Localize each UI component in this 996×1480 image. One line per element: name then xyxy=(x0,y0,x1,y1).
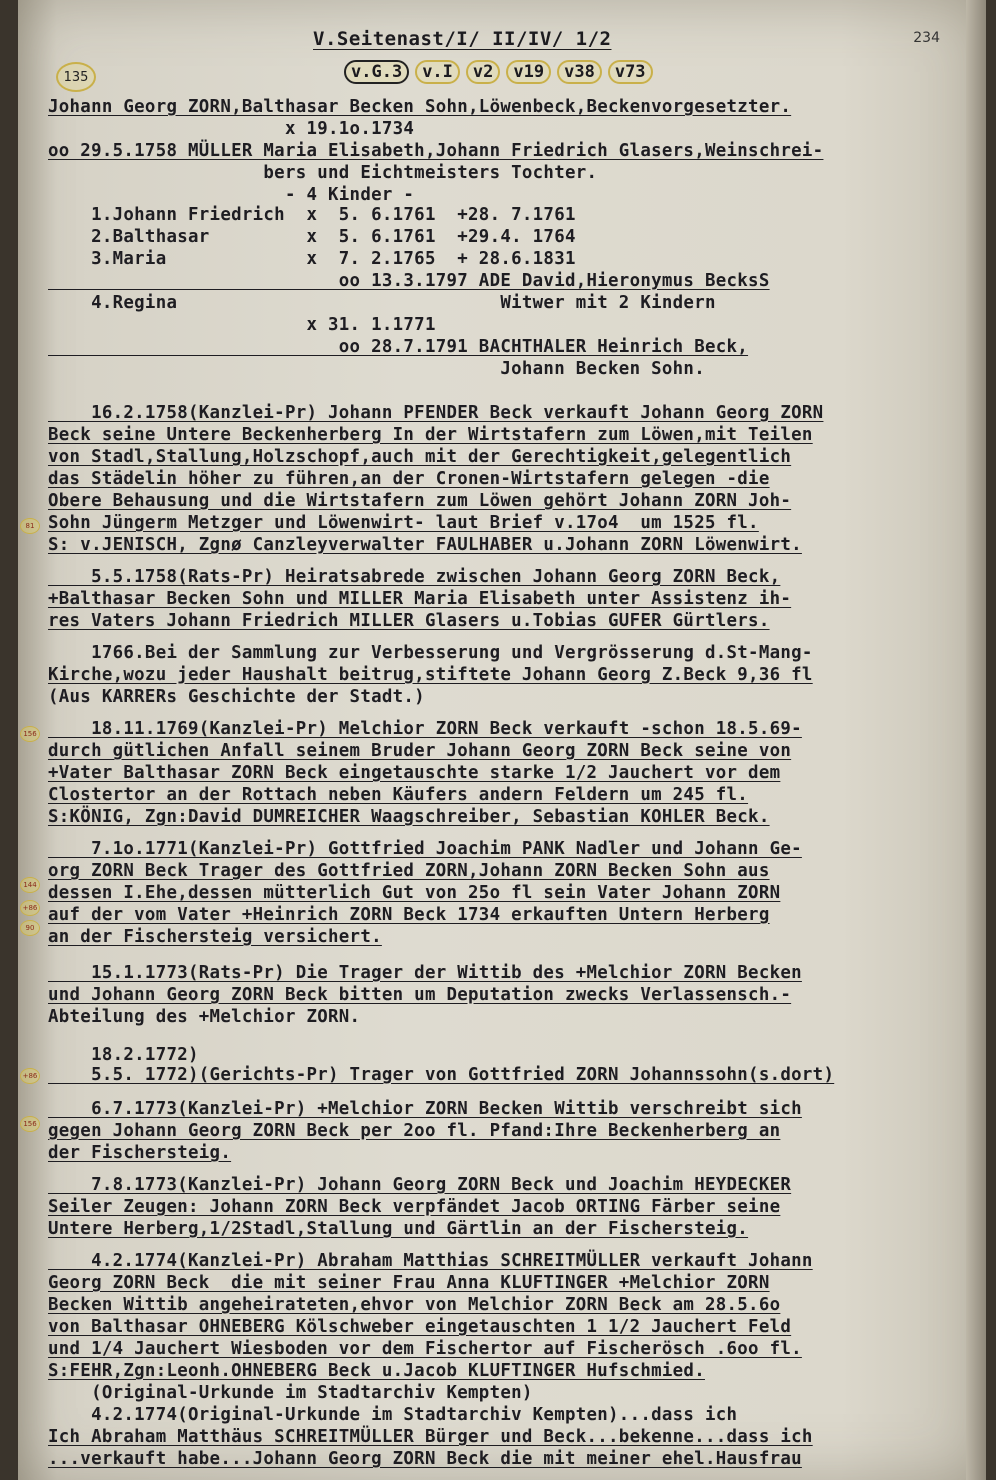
text-line: gegen Johann Georg ZORN Beck per 2oo fl. Pfand:Ihre Beckenherberg an xyxy=(48,1121,781,1141)
page-header: V.Seitenast/I/ II/IV/ 1/2 xyxy=(313,28,612,50)
group-tag: v2 xyxy=(466,60,500,84)
text-line: Becken Wittib angeheirateten,ehvor von Melchior ZORN Beck am 28.5.6o xyxy=(48,1295,781,1315)
text-line: S: v.JENISCH, Zgnø Canzleyverwalter FAULHABER u.Johann ZORN Löwenwirt. xyxy=(48,535,802,555)
text-line: und Johann Georg ZORN Beck bitten um Deputation zwecks Verlassensch.- xyxy=(48,985,792,1005)
text-line: an der Fischersteig versichert. xyxy=(48,927,382,947)
text-line: 18.11.1769(Kanzlei-Pr) Melchior ZORN Beck verkauft -schon 18.5.69- xyxy=(48,719,802,739)
text-line: durch gütlichen Anfall seinem Bruder Johann Georg ZORN Beck seine von xyxy=(48,741,792,761)
text-line: S:FEHR,Zgn:Leonh.OHNEBERG Beck u.Jacob KLUFTINGER Hufschmied. xyxy=(48,1361,705,1381)
text-line: - 4 Kinder - xyxy=(48,185,415,205)
text-line: 1.Johann Friedrich x 5. 6.1761 +28. 7.1761 xyxy=(48,205,576,225)
text-line: res Vaters Johann Friedrich MILLER Glasers u.Tobias GUFER Gürtlers. xyxy=(48,611,770,631)
group-tag: v19 xyxy=(506,60,551,84)
text-line: 15.1.1773(Rats-Pr) Die Trager der Wittib des +Melchior ZORN Becken xyxy=(48,963,802,983)
document-page xyxy=(18,0,986,1480)
text-line: 7.8.1773(Kanzlei-Pr) Johann Georg ZORN Beck und Joachim HEYDECKER xyxy=(48,1175,792,1195)
text-line: x 19.1o.1734 xyxy=(48,119,415,139)
text-line: x 31. 1.1771 xyxy=(48,315,436,335)
entry-number: 135 xyxy=(56,62,96,92)
text-line: 5.5.1758(Rats-Pr) Heiratsabrede zwischen Johann Georg ZORN Beck, xyxy=(48,567,781,587)
text-line: oo 29.5.1758 MÜLLER Maria Elisabeth,Johann Friedrich Glasers,Weinschrei- xyxy=(48,141,824,161)
margin-mark: 144 xyxy=(20,877,40,893)
text-line: (Original-Urkunde im Stadtarchiv Kempten) xyxy=(48,1383,533,1403)
text-line: Seiler Zeugen: Johann ZORN Beck verpfändet Jacob ORTING Färber seine xyxy=(48,1197,781,1217)
text-line: Abteilung des +Melchior ZORN. xyxy=(48,1007,361,1027)
text-line: 1766.Bei der Sammlung zur Verbesserung und Vergrösserung d.St-Mang- xyxy=(48,643,813,663)
margin-mark: 156 xyxy=(20,1116,40,1132)
group-tag: v38 xyxy=(557,60,602,84)
text-line: auf der vom Vater +Heinrich ZORN Beck 1734 erkauften Untern Herberg xyxy=(48,905,770,925)
text-line: Johann Georg ZORN,Balthasar Becken Sohn,Löwenbeck,Beckenvorgesetzter. xyxy=(48,97,792,117)
page-number: 234 xyxy=(913,30,940,46)
text-line: 4.2.1774(Kanzlei-Pr) Abraham Matthias SCHREITMÜLLER verkauft Johann xyxy=(48,1251,813,1271)
text-line: org ZORN Beck Trager des Gottfried ZORN,Johann ZORN Becken Sohn aus xyxy=(48,861,770,881)
group-tags xyxy=(344,60,653,84)
text-line: +Vater Balthasar ZORN Beck eingetauschte starke 1/2 Jauchert vor dem xyxy=(48,763,781,783)
text-line: Untere Herberg,1/2Stadl,Stallung und Gärtlin an der Fischersteig. xyxy=(48,1219,749,1239)
margin-mark: +86 xyxy=(20,1068,40,1084)
text-line: +Balthasar Becken Sohn und MILLER Maria Elisabeth unter Assistenz ih- xyxy=(48,589,792,609)
text-line: ...verkauft habe...Johann Georg ZORN Beck die mit meiner ehel.Hausfrau xyxy=(48,1449,802,1469)
group-tag: v.I xyxy=(415,60,460,84)
text-line: von Balthasar OHNEBERG Kölschweber eingetauschten 1 1/2 Jauchert Feld xyxy=(48,1317,792,1337)
text-line: das Städelin höher zu führen,an der Cronen-Wirtstafern gelegen -die xyxy=(48,469,770,489)
text-line: Clostertor an der Rottach neben Käufers andern Feldern um 245 fl. xyxy=(48,785,749,805)
text-line: oo 13.3.1797 ADE David,Hieronymus BecksS xyxy=(48,271,770,291)
text-line: der Fischersteig. xyxy=(48,1143,232,1163)
text-line: 3.Maria x 7. 2.1765 + 28.6.1831 xyxy=(48,249,576,269)
text-line: 4.2.1774(Original-Urkunde im Stadtarchiv Kempten)...dass ich xyxy=(48,1405,738,1425)
text-line: Kirche,wozu jeder Haushalt beitrug,stiftete Johann Georg Z.Beck 9,36 fl xyxy=(48,665,813,685)
text-line: 2.Balthasar x 5. 6.1761 +29.4. 1764 xyxy=(48,227,576,247)
group-tag: v73 xyxy=(608,60,653,84)
text-line: 18.2.1772) xyxy=(48,1045,199,1065)
text-line: Georg ZORN Beck die mit seiner Frau Anna KLUFTINGER +Melchior ZORN xyxy=(48,1273,770,1293)
text-line: Ich Abraham Matthäus SCHREITMÜLLER Bürger und Beck...bekenne...dass ich xyxy=(48,1427,813,1447)
margin-mark: 90 xyxy=(20,920,40,936)
text-line: Obere Behausung und die Wirtstafern zum Löwen gehört Johann ZORN Joh- xyxy=(48,491,792,511)
text-line: bers und Eichtmeisters Tochter. xyxy=(48,163,598,183)
text-line: Beck seine Untere Beckenherberg In der Wirtstafern zum Löwen,mit Teilen xyxy=(48,425,813,445)
text-line: dessen I.Ehe,dessen mütterlich Gut von 25o fl sein Vater Johann ZORN xyxy=(48,883,781,903)
text-line: oo 28.7.1791 BACHTHALER Heinrich Beck, xyxy=(48,337,749,357)
margin-mark: +86 xyxy=(20,900,40,916)
text-line: und 1/4 Jauchert Wiesboden vor dem Fischertor auf Fischerösch .6oo fl. xyxy=(48,1339,802,1359)
text-line: 5.5. 1772)(Gerichts-Pr) Trager von Gottfried ZORN Johannssohn(s.dort) xyxy=(48,1065,835,1085)
margin-mark: 81 xyxy=(20,518,40,534)
text-line: 6.7.1773(Kanzlei-Pr) +Melchior ZORN Becken Wittib verschreibt sich xyxy=(48,1099,802,1119)
text-line: Johann Becken Sohn. xyxy=(48,359,705,379)
text-line: (Aus KARRERs Geschichte der Stadt.) xyxy=(48,687,425,707)
group-tag: v.G.3 xyxy=(344,60,409,84)
text-line: Sohn Jüngerm Metzger und Löwenwirt- laut Brief v.17o4 um 1525 fl. xyxy=(48,513,759,533)
text-line: 7.1o.1771(Kanzlei-Pr) Gottfried Joachim PANK Nadler und Johann Ge- xyxy=(48,839,802,859)
margin-mark: 156 xyxy=(20,726,40,742)
text-line: 4.Regina Witwer mit 2 Kindern xyxy=(48,293,716,313)
text-line: 16.2.1758(Kanzlei-Pr) Johann PFENDER Beck verkauft Johann Georg ZORN xyxy=(48,403,824,423)
text-line: von Stadl,Stallung,Holzschopf,auch mit der Gerechtigkeit,gelegentlich xyxy=(48,447,792,467)
binding-gutter xyxy=(966,0,986,1480)
text-line: S:KÖNIG, Zgn:David DUMREICHER Waagschreiber, Sebastian KOHLER Beck. xyxy=(48,807,770,827)
